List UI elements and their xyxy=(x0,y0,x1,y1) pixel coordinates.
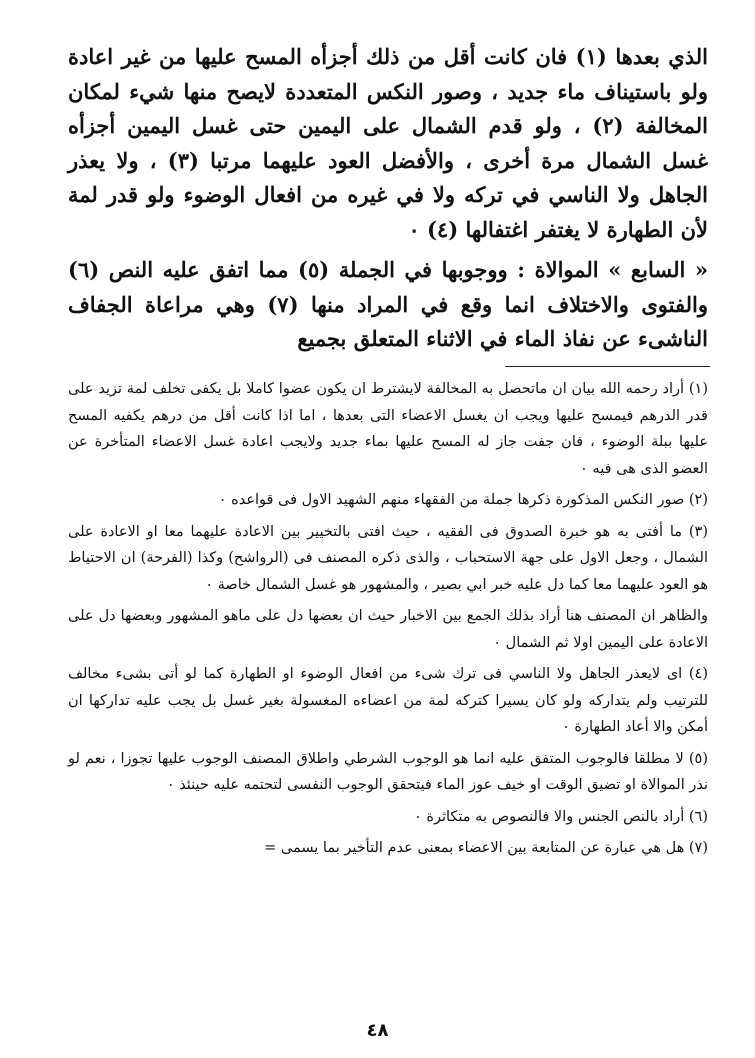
section-seven-paragraph xyxy=(68,253,708,357)
footnote-5: (٥) لا مطلقا فالوجوب المتفق عليه انما هو الوجوب الشرطي واطلاق المصنف الوجوب عليها تجوزا ، نعم لو نذر الموالاة او تضيق الوقت او خيف عوز الماء فيتحقق الوجوب النفسى لتحتمه عليه حينئذ ٠ xyxy=(68,750,708,793)
main-text xyxy=(68,40,708,357)
footnote-divider xyxy=(505,366,710,367)
footnote-1: (١) أراد رحمه الله بيان ان ماتحصل به المخالفة لايشترط ان يكون عضوا كاملا بل يكفى تخلف لمة تزيد على قدر الدرهم فيمسح عليها ويجب ان يغسل الاعضاء التى بعدها ، اما اذا كانت أقل من درهم يكفيه المسح عليها ببلة الوضوء ، فان جفت جاز له المسح عليها بماء جديد ولايجب اعادة غسل الاعضاء المتأخرة عن العضو الذى هى فيه ٠ xyxy=(68,381,708,477)
main-paragraph: الذي بعدها (١) فان كانت أقل من ذلك أجزأه المسح عليها من غير اعادة ولو باستيناف ماء جديد ، وصور النكس المتعددة لايصح منها شيء لمكان المخالفة (٢) ، ولو قدم الشمال على اليمين حتى غسل اليمين أجزأه غسل الشمال مرة أخرى ، والأفضل العود عليهما مرتبا (٣) ، ولا يعذر الجاهل ولا الناسي في تركه ولا في غيره من افعال الوضوء ولو قدر لمة لأن الطهارة لا يغتفر اغتفالها (٤) ٠ xyxy=(68,44,709,242)
footnote-7: (٧) هل هي عبارة عن المتابعة بين الاعضاء بمعنى عدم التأخير بما يسمى = xyxy=(264,840,708,856)
page-number: ٤٨ xyxy=(366,1020,389,1041)
footnote-3-continuation: والظاهر ان المصنف هنا أراد بذلك الجمع بين الاخبار حيث ان بعضها دل على ماهو المشهور وبعضها دل على الاعادة على اليمين اولا ثم الشمال ٠ xyxy=(68,608,708,651)
footnote-6: (٦) أراد بالنص الجنس والا فالنصوص به متكاثرة ٠ xyxy=(413,808,708,825)
footnote-2: (٢) صور النكس المذكورة ذكرها جملة من الفقهاء منهم الشهيد الاول فى قواعده ٠ xyxy=(218,492,708,508)
footnote-3: (٣) ما أفتى به هو خبرة الصدوق فى الفقيه ، حيث افتى بالتخيير بين الاعادة عليهما معا او الاعادة على الشمال ، وجعل الاول على جهة الاستحباب ، والذى ذكره المصنف فى (الرواشح) وكذا (الفرحة) ان الاحتياط هو العود عليهما معا كما دل عليه خبر ابي بصير ، والمشهور هو غسل الشمال خاصة ٠ xyxy=(68,523,708,593)
section-seven-heading: « السابع » الموالاة : xyxy=(517,257,709,282)
footnote-4: (٤) اى لايعذر الجاهل ولا الناسي فى ترك شىء من افعال الوضوء او الطهارة كما لو أتى بشىء مخالف للترتيب ولم يتداركه ولو كان يسيرا كتركه لمة من اعضاءه المغسولة بغير غسل بل يجب عليه تداركها ان أمكن والا أعاد الطهارة ٠ xyxy=(68,666,708,735)
footnotes xyxy=(68,376,708,867)
section-seven-text: ووجوبها في الجملة (٥) مما اتفق عليه النص (٦) والفتوى والاختلاف انما وقع في المراد منها (٧) وهي مراعاة الجفاف الناشىء عن نفاذ الماء في الاثناء المتعلق بجميع xyxy=(68,257,708,351)
